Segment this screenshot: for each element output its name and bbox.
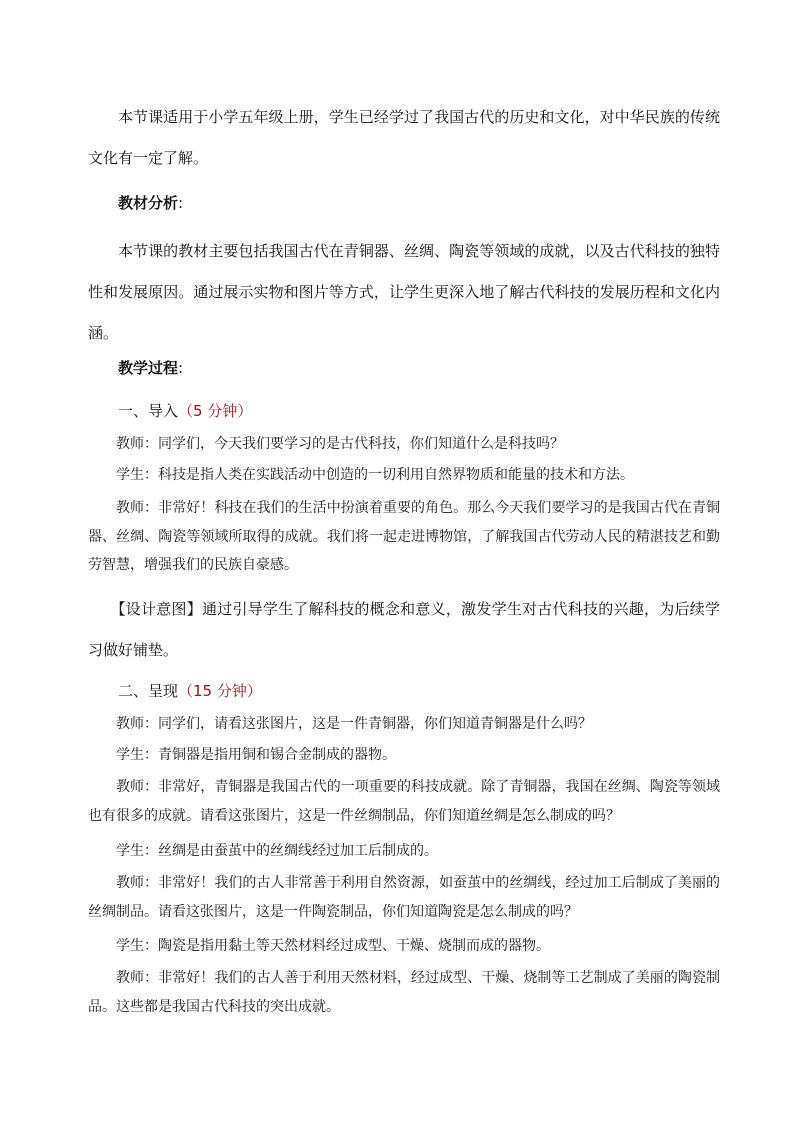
section2-heading <box>88 681 720 701</box>
section2-line-7: 教师：非常好！我们的古人善于利用天然材料，经过成型、干燥、烧制等工艺制成了美丽的陶瓷制品。这些都是我国古代科技的突出成就。 <box>88 970 720 1015</box>
analysis-paragraph: 本节课的教材主要包括我国古代在青铜器、丝绸、陶瓷等领域的成就，以及古代科技的独特性和发展原因。通过展示实物和图片等方式，让学生更深入地了解古代科技的发展历程和文化内涵。 <box>88 242 720 342</box>
intro-paragraph: 本节课适用于小学五年级上册，学生已经学过了我国古代的历史和文化，对中华民族的传统文化有一定了解。 <box>88 108 720 167</box>
section2-line-4: 学生：丝绸是由蚕茧中的丝绸线经过加工后制成的。 <box>116 843 438 859</box>
process-colon: : <box>178 359 184 377</box>
section2-line-6: 学生：陶瓷是指用黏土等天然材料经过成型、干燥、烧制而成的器物。 <box>116 938 550 954</box>
analysis-title: 教材分析 <box>118 194 179 212</box>
analysis-heading <box>88 193 720 213</box>
section2-line-2: 学生：青铜器是指用铜和锡合金制成的器物。 <box>116 747 396 763</box>
analysis-colon: : <box>178 194 184 212</box>
section1-title: 一、导入 <box>118 402 179 420</box>
section1-line-1: 教师：同学们，今天我们要学习的是古代科技，你们知道什么是科技吗？ <box>116 436 564 452</box>
section1-time: （5 分钟） <box>178 402 253 420</box>
section1-line-2: 学生：科技是指人类在实践活动中创造的一切利用自然界物质和能量的技术和方法。 <box>116 467 634 483</box>
section2-line-1: 教师：同学们，请看这张图片，这是一件青铜器，你们知道青铜器是什么吗？ <box>116 716 592 732</box>
section1-line-3: 教师：非常好！科技在我们的生活中扮演着重要的角色。那么今天我们要学习的是我国古代在青铜器、丝绸、陶瓷等领域所取得的成就。我们将一起走进博物馆，了解我国古代劳动人民的精湛技艺和勤劳智慧，增强我们的民族自豪感。 <box>88 500 720 573</box>
process-title: 教学过程 <box>118 359 179 377</box>
section1-design-intent: 【设计意图】通过引导学生了解科技的概念和意义，激发学生对古代科技的兴趣，为后续学习做好铺垫。 <box>88 600 720 659</box>
process-heading <box>88 358 720 378</box>
section1-heading <box>88 401 720 421</box>
section2-time: （15 分钟） <box>178 682 262 700</box>
section2-line-3: 教师：非常好，青铜器是我国古代的一项重要的科技成就。除了青铜器，我国在丝绸、陶瓷等领域也有很多的成就。请看这张图片，这是一件丝绸制品，你们知道丝绸是怎么制成的吗？ <box>88 779 720 824</box>
section2-line-5: 教师：非常好！我们的古人非常善于利用自然资源，如蚕茧中的丝绸线，经过加工后制成了美丽的丝绸制品。请看这张图片，这是一件陶瓷制品，你们知道陶瓷是怎么制成的吗？ <box>88 875 720 920</box>
section2-title: 二、呈现 <box>118 682 179 700</box>
